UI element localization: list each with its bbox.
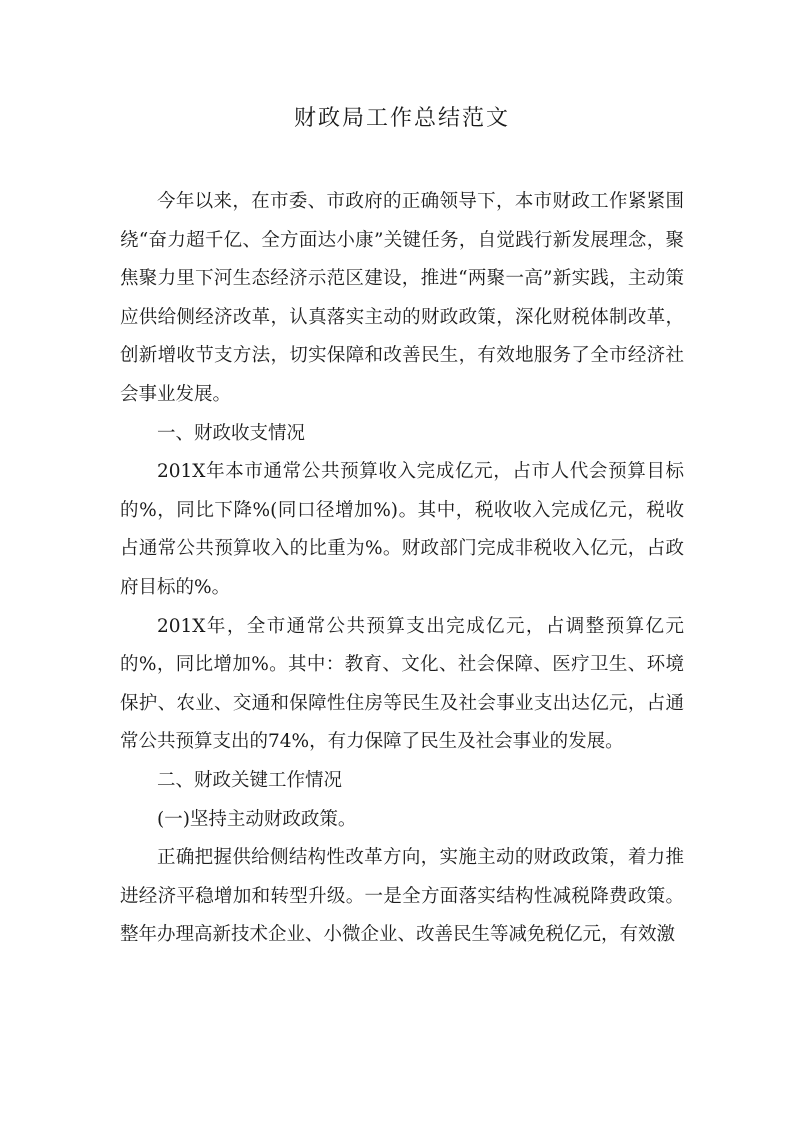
document-title: 财政局工作总结范文 bbox=[293, 106, 510, 131]
subsection-heading-fiscal-policy: (一)坚持主动财政政策。 bbox=[157, 808, 357, 830]
section-heading-fiscal-revenue-expenditure: 一、财政收支情况 bbox=[157, 422, 306, 444]
section-heading-key-work: 二、财政关键工作情况 bbox=[157, 769, 343, 791]
paragraph-expenditure: 201X年，全市通常公共预算支出完成亿元，占调整预算亿元的%，同比增加%。其中：教育、文化、社会保障、医疗卫生、环境保护、农业、交通和保障性住房等民生及社会事业支出达亿元，占通常公共预算支出的74%，有力保障了民生及社会事业的发展。 bbox=[120, 615, 684, 753]
paragraph-intro: 今年以来，在市委、市政府的正确领导下，本市财政工作紧紧围绕“奋力超千亿、全方面达小康”关键任务，自觉践行新发展理念，聚焦聚力里下河生态经济示范区建设，推进“两聚一高”新实践，主动策应供给侧经济改革，认真落实主动的财政政策，深化财税体制改革，创新增收节支方法，切实保障和改善民生，有效地服务了全市经济社会事业发展。 bbox=[120, 191, 684, 405]
paragraph-revenue: 201X年本市通常公共预算收入完成亿元，占市人代会预算目标的%，同比下降%(同口径增加%)。其中，税收收入完成亿元，税收占通常公共预算收入的比重为%。财政部门完成非税收入亿元，占政府目标的%。 bbox=[120, 461, 684, 598]
paragraph-fiscal-policy: 正确把握供给侧结构性改革方向，实施主动的财政政策，着力推进经济平稳增加和转型升级。一是全方面落实结构性减税降费政策。整年办理高新技术企业、小微企业、改善民生等减免税亿元，有效激 bbox=[120, 847, 684, 946]
document-body bbox=[120, 183, 684, 955]
